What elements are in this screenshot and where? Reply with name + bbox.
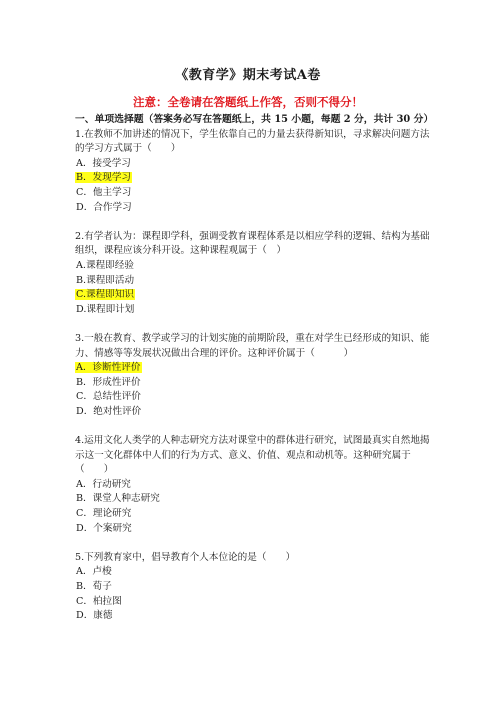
section-heading: 一、单项选择题（答案务必写在答题纸上，共 15 小题，每题 2 分，共计 30 分） xyxy=(75,114,434,125)
option-a xyxy=(75,565,435,580)
option-c xyxy=(75,390,435,405)
question-stem: 5.下列教育家中，倡导教育个人本位论的是（ ） xyxy=(75,551,296,563)
option-text: A．行动研究 xyxy=(76,478,131,490)
option-text: D．个案研究 xyxy=(76,522,132,534)
option-b xyxy=(75,274,435,289)
question-spacer xyxy=(75,536,435,551)
option-d xyxy=(75,303,435,318)
question-4 xyxy=(75,434,435,536)
question-stem: 2.有学者认为：课程即学科，强调受教育课程体系是以相应学科的逻辑、结构为基础组织，课程应该分科开设。这种课程观属于（ ） xyxy=(75,230,430,257)
question-spacer xyxy=(75,215,435,230)
option-a xyxy=(75,157,435,172)
question-3 xyxy=(75,332,435,420)
option-text: A.课程即经验 xyxy=(76,259,134,271)
option-c xyxy=(75,595,435,610)
option-d xyxy=(75,522,435,537)
question-stem: 1.在教师不加讲述的情况下，学生依靠自己的力量去获得新知识，寻求解决问题方法的学习方式属于（ ） xyxy=(75,128,430,155)
option-text: A．诊断性评价 xyxy=(76,362,141,374)
option-a xyxy=(75,478,435,493)
option-text: C．他主学习 xyxy=(76,186,132,198)
option-text: D.课程即计划 xyxy=(76,303,135,315)
option-d xyxy=(75,201,435,216)
option-text: C．总结性评价 xyxy=(76,391,141,403)
question-stem: 3.一般在教育、教学或学习的计划实施的前期阶段，重在对学生已经形成的知识、能力、情感等等发展状况做出合理的评价。这种评价属于（ ） xyxy=(75,332,430,359)
answer-sheet-notice: 注意：全卷请在答题纸上作答，否则不得分！ xyxy=(133,95,363,109)
option-text: C.课程即知识 xyxy=(76,289,135,301)
exam-content xyxy=(75,113,435,624)
option-c xyxy=(75,288,435,303)
option-text: A．接受学习 xyxy=(76,157,131,169)
option-b xyxy=(75,171,435,186)
option-text: B．课堂人种志研究 xyxy=(76,493,160,505)
option-c xyxy=(75,186,435,201)
option-b xyxy=(75,580,435,595)
question-2 xyxy=(75,230,435,318)
option-text: B．荀子 xyxy=(76,581,112,592)
option-text: B．形成性评价 xyxy=(76,376,141,388)
option-c xyxy=(75,507,435,522)
option-text: B．发现学习 xyxy=(76,172,132,184)
option-text: C．柏拉图 xyxy=(76,595,122,607)
question-spacer xyxy=(75,317,435,332)
option-b xyxy=(75,492,435,507)
option-text: C．理论研究 xyxy=(76,508,132,520)
option-a xyxy=(75,259,435,274)
question-spacer xyxy=(75,419,435,434)
option-d xyxy=(75,405,435,420)
option-text: A．卢梭 xyxy=(76,566,112,578)
option-b xyxy=(75,376,435,391)
option-text: D．合作学习 xyxy=(76,201,132,213)
option-text: D．康德 xyxy=(76,610,113,622)
question-5 xyxy=(75,551,435,624)
question-1 xyxy=(75,128,435,216)
option-a xyxy=(75,361,435,376)
exam-title: 《教育学》期末考试A卷 xyxy=(175,68,321,83)
option-text: B.课程即活动 xyxy=(76,274,135,286)
question-stem: 4.运用文化人类学的人种志研究方法对课堂中的群体进行研究，试图最真实自然地揭示这一文化群体中人们的行为方式、意义、价值、观点和动机等。这种研究属于（ ） xyxy=(75,435,430,476)
option-d xyxy=(75,609,435,624)
option-text: D．绝对性评价 xyxy=(76,405,142,417)
